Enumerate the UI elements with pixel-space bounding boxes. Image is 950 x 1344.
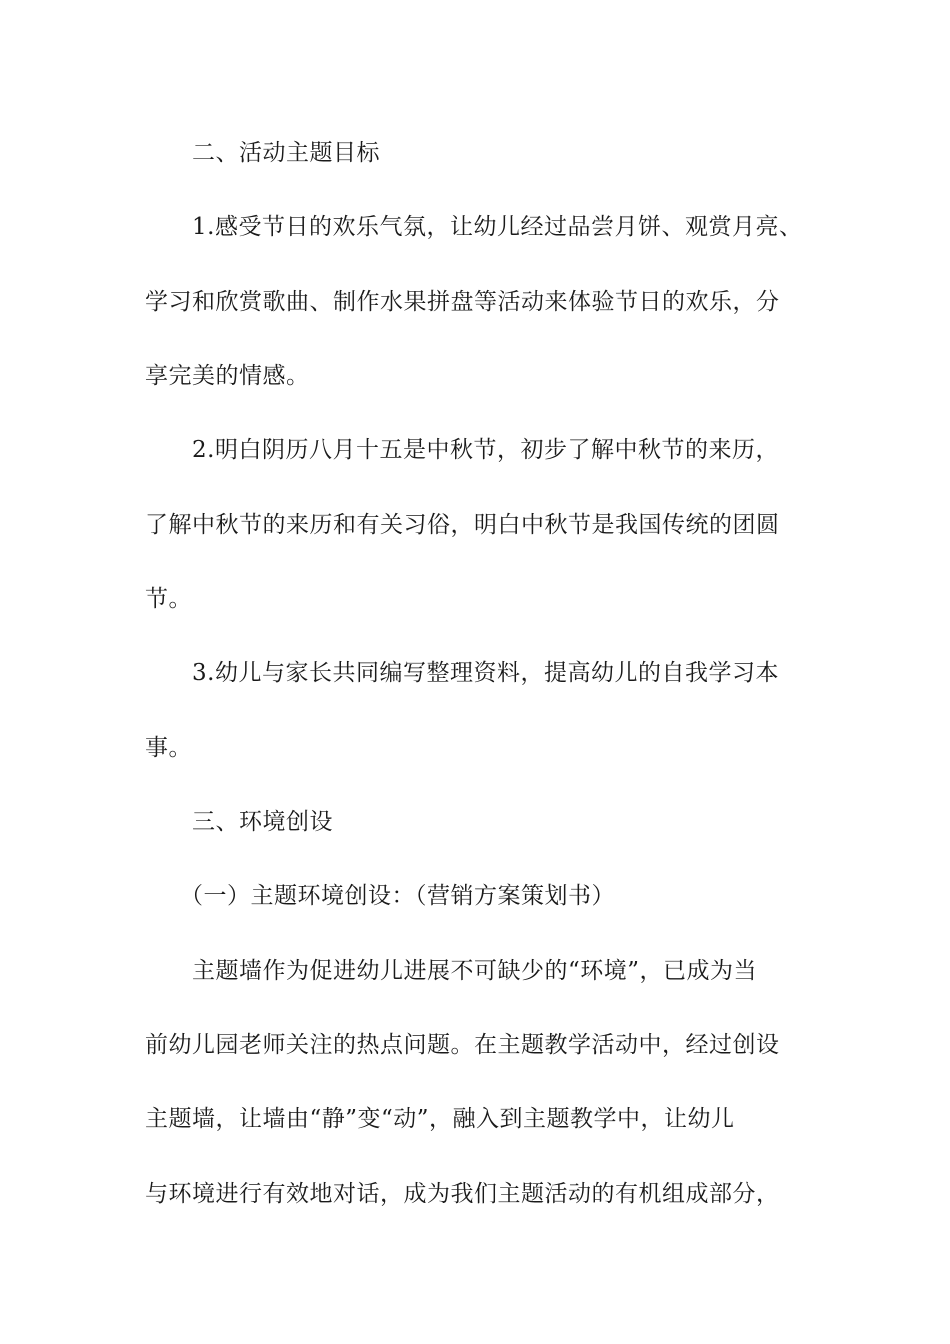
paragraph-line: 事。 xyxy=(145,735,192,761)
paragraph-line: 前幼儿园老师关注的热点问题。在主题教学活动中，经过创设 xyxy=(145,1032,780,1058)
paragraph-line: 了解中秋节的来历和有关习俗，明白中秋节是我国传统的团圆 xyxy=(145,512,780,538)
paragraph-line: 与环境进行有效地对话，成为我们主题活动的有机组成部分， xyxy=(145,1181,780,1207)
paragraph-line: 主题墙，让墙由“静”变“动”，融入到主题教学中，让幼儿 xyxy=(145,1106,735,1132)
subsection-heading: （一）主题环境创设：（营销方案策划书） xyxy=(180,883,615,909)
paragraph-line: 节。 xyxy=(145,586,192,612)
paragraph-line: 学习和欣赏歌曲、制作水果拼盘等活动来体验节日的欢乐，分 xyxy=(145,289,780,315)
section-heading-environment: 三、环境创设 xyxy=(192,809,333,835)
paragraph-line: 享完美的情感。 xyxy=(145,363,310,389)
paragraph-line: 3.幼儿与家长共同编写整理资料，提高幼儿的自我学习本 xyxy=(192,660,779,686)
paragraph-line: 主题墙作为促进幼儿进展不可缺少的“环境”，已成为当 xyxy=(192,958,758,984)
section-heading-goals: 二、活动主题目标 xyxy=(192,140,380,166)
paragraph-line: 2.明白阴历八月十五是中秋节，初步了解中秋节的来历， xyxy=(192,437,779,463)
paragraph-line: 1.感受节日的欢乐气氛，让幼儿经过品尝月饼、观赏月亮、 xyxy=(192,214,803,240)
